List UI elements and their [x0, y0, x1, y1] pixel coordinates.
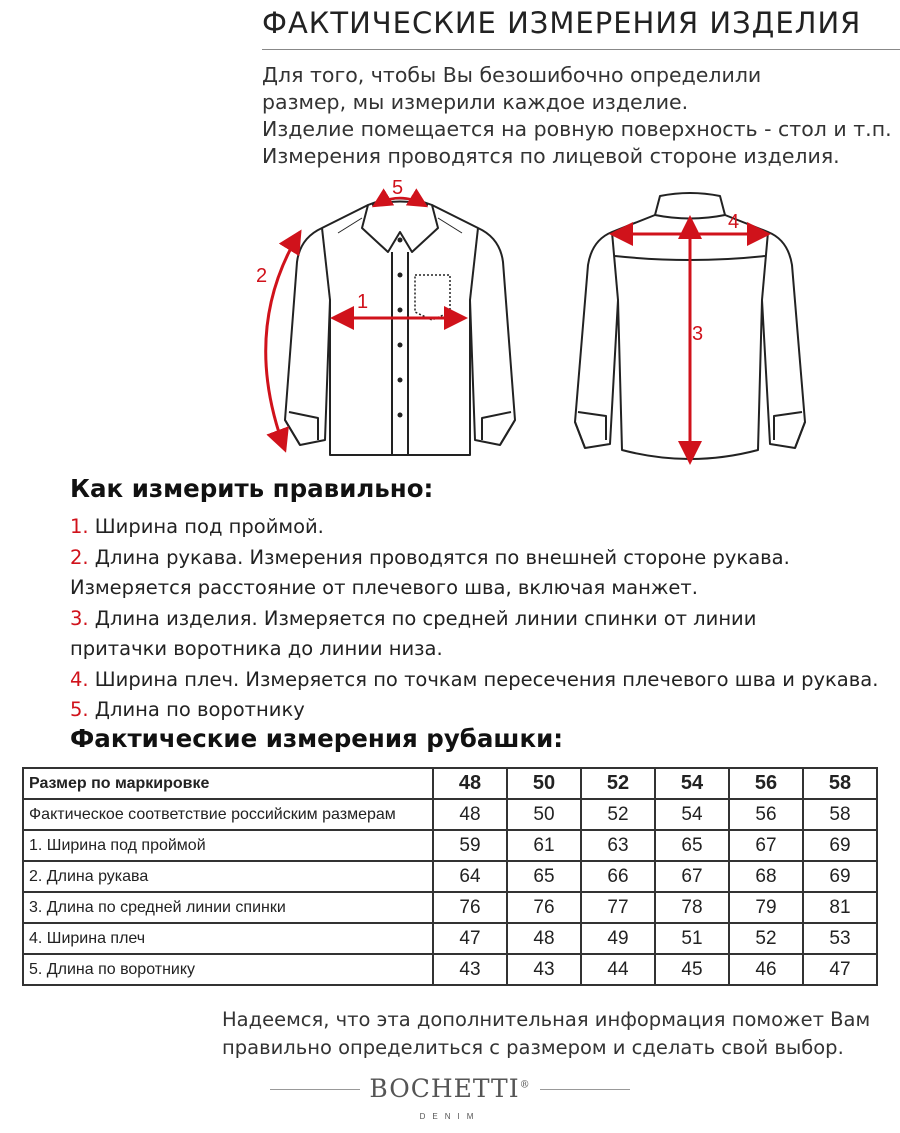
- cell: 52: [729, 923, 803, 954]
- marker-label-1: 1: [357, 291, 369, 313]
- howto-item: 2. Длина рукава. Измерения проводятся по внешней стороне рукава.: [70, 545, 790, 569]
- cell: 46: [729, 954, 803, 985]
- cell: 53: [803, 923, 877, 954]
- howto-list: [70, 512, 878, 726]
- table-row: [23, 892, 877, 923]
- row-label: 5. Длина по воротнику: [23, 954, 433, 985]
- howto-heading: Как измерить правильно:: [70, 474, 434, 503]
- table-row: [23, 861, 877, 892]
- cell: 48: [433, 768, 507, 799]
- row-label: Фактическое соответствие российским размерам: [23, 799, 433, 830]
- shirt-measurement-figure: [0, 170, 900, 470]
- cell: 78: [655, 892, 729, 923]
- howto-item: 4. Ширина плеч. Измеряется по точкам пересечения плечевого шва и рукава.: [70, 667, 879, 691]
- title-divider: [262, 49, 900, 50]
- howto-item: 5. Длина по воротнику: [70, 698, 305, 721]
- brand-logo: [0, 1072, 900, 1132]
- cell: 51: [655, 923, 729, 954]
- page-title: ФАКТИЧЕСКИЕ ИЗМЕРЕНИЯ ИЗДЕЛИЯ: [262, 6, 862, 40]
- table-row: [23, 799, 877, 830]
- cell: 52: [581, 768, 655, 799]
- row-label: 1. Ширина под проймой: [23, 830, 433, 861]
- closing-note: [222, 1006, 870, 1062]
- cell: 65: [507, 861, 581, 892]
- button-markers: [398, 238, 403, 418]
- cell: 50: [507, 799, 581, 830]
- cell: 58: [803, 799, 877, 830]
- cell: 52: [581, 799, 655, 830]
- cell: 61: [507, 830, 581, 861]
- cell: 79: [729, 892, 803, 923]
- marker-label-5: 5: [392, 177, 404, 199]
- cell: 77: [581, 892, 655, 923]
- intro-text: [262, 62, 892, 170]
- marker-label-4: 4: [728, 211, 740, 233]
- row-label: 3. Длина по средней линии спинки: [23, 892, 433, 923]
- cell: 50: [507, 768, 581, 799]
- marker-label-3: 3: [692, 323, 704, 345]
- cell: 54: [655, 799, 729, 830]
- cell: 44: [581, 954, 655, 985]
- cell: 76: [507, 892, 581, 923]
- cell: 76: [433, 892, 507, 923]
- howto-item: Измеряется расстояние от плечевого шва, включая манжет.: [70, 576, 698, 599]
- howto-item: 1. Ширина под проймой.: [70, 515, 324, 538]
- cell: 47: [803, 954, 877, 985]
- cell: 63: [581, 830, 655, 861]
- cell: 67: [655, 861, 729, 892]
- cell: 69: [803, 830, 877, 861]
- intro-line: Измерения проводятся по лицевой стороне изделия.: [262, 144, 840, 168]
- brand-name: BOCHETTI: [369, 1074, 520, 1103]
- table-row: [23, 923, 877, 954]
- cell: 49: [581, 923, 655, 954]
- row-label: 2. Длина рукава: [23, 861, 433, 892]
- cell: 68: [729, 861, 803, 892]
- cell: 43: [433, 954, 507, 985]
- size-table: [22, 767, 878, 986]
- intro-line: Изделие помещается на ровную поверхность - стол и т.п.: [262, 117, 892, 141]
- cell: 43: [507, 954, 581, 985]
- cell: 56: [729, 768, 803, 799]
- table-row: [23, 954, 877, 985]
- cell: 67: [729, 830, 803, 861]
- table-row: [23, 768, 877, 799]
- cell: 81: [803, 892, 877, 923]
- cell: 64: [433, 861, 507, 892]
- note-line: правильно определиться с размером и сделать свой выбор.: [222, 1036, 844, 1059]
- note-line: Надеемся, что эта дополнительная информация поможет Вам: [222, 1008, 871, 1031]
- cell: 59: [433, 830, 507, 861]
- marker-label-2: 2: [256, 265, 268, 287]
- cell: 66: [581, 861, 655, 892]
- cell: 48: [507, 923, 581, 954]
- cell: 54: [655, 768, 729, 799]
- row-label: Размер по маркировке: [23, 768, 433, 799]
- brand-subtitle: DENIM: [419, 1112, 481, 1121]
- howto-item: 3. Длина изделия. Измеряется по средней линии спинки от линии: [70, 606, 757, 630]
- cell: 69: [803, 861, 877, 892]
- table-row: [23, 830, 877, 861]
- cell: 45: [655, 954, 729, 985]
- registered-mark: ®: [519, 1079, 531, 1091]
- table-heading: Фактические измерения рубашки:: [70, 724, 564, 753]
- cell: 56: [729, 799, 803, 830]
- row-label: 4. Ширина плеч: [23, 923, 433, 954]
- intro-line: Для того, чтобы Вы безошибочно определили: [262, 63, 762, 87]
- cell: 48: [433, 799, 507, 830]
- cell: 65: [655, 830, 729, 861]
- howto-item: притачки воротника до линии низа.: [70, 637, 443, 660]
- cell: 58: [803, 768, 877, 799]
- intro-line: размер, мы измерили каждое изделие.: [262, 90, 689, 114]
- cell: 47: [433, 923, 507, 954]
